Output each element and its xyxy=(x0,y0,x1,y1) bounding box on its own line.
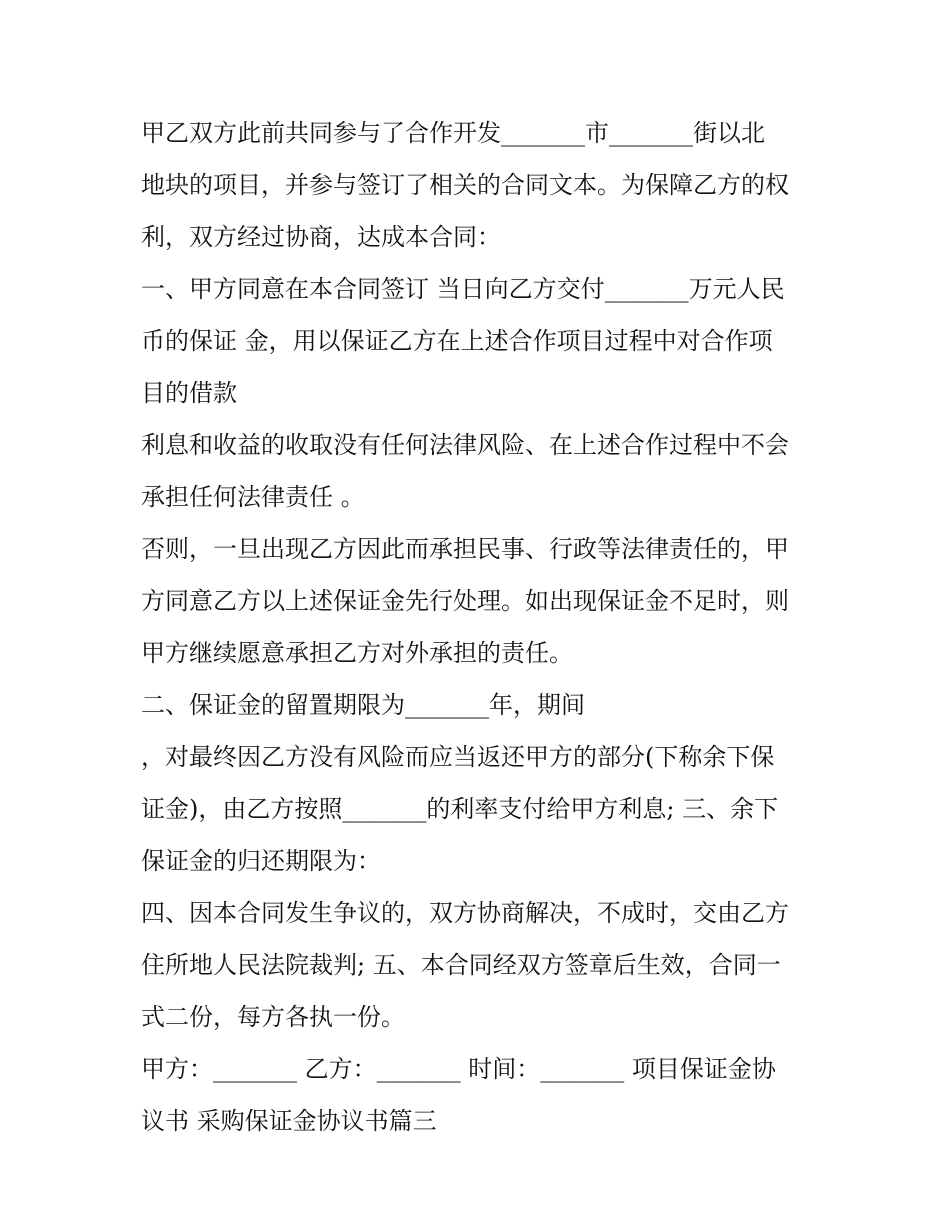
text-line: 甲方继续愿意承担乙方对外承担的责任。 xyxy=(141,639,573,667)
document-body xyxy=(141,107,821,1147)
text-line: 议书 采购保证金协议书篇三 xyxy=(141,1107,437,1135)
text-line: 甲乙双方此前共同参与了合作开发_______市_______街以北 xyxy=(141,119,765,147)
text-line: ，对最终因乙方没有风险而应当返还甲方的部分(下称余下保 xyxy=(141,743,775,771)
text-line: 目的借款 xyxy=(141,379,237,407)
text-line: 方同意乙方以上述保证金先行处理。如出现保证金不足时，则 xyxy=(141,587,789,615)
text-line: 一、甲方同意在本合同签订 当日向乙方交付_______万元人民 xyxy=(141,275,785,303)
text-line: 利息和收益的收取没有任何法律风险、在上述合作过程中不会 xyxy=(141,431,789,459)
text-line: 地块的项目，并参与签订了相关的合同文本。为保障乙方的权 xyxy=(141,171,789,199)
text-line: 利，双方经过协商，达成本合同： xyxy=(141,223,501,251)
text-line: 甲方：_______ 乙方：_______ 时间：_______ 项目保证金协 xyxy=(141,1055,776,1083)
text-line: 式二份，每方各执一份。 xyxy=(141,1003,405,1031)
text-line: 否则，一旦出现乙方因此而承担民事、行政等法律责任的，甲 xyxy=(141,535,789,563)
text-line: 四、因本合同发生争议的，双方协商解决，不成时，交由乙方 xyxy=(141,899,789,927)
text-line: 二、保证金的留置期限为_______年，期间 xyxy=(141,691,585,719)
text-line: 保证金的归还期限为： xyxy=(141,847,381,875)
text-line: 证金)，由乙方按照_______的利率支付给甲方利息; 三、余下 xyxy=(141,795,779,823)
text-line: 住所地人民法院裁判; 五、本合同经双方签章后生效，合同一 xyxy=(141,951,781,979)
text-line: 币的保证 金，用以保证乙方在上述合作项目过程中对合作项 xyxy=(141,327,773,355)
text-line: 承担任何法律责任 。 xyxy=(141,483,365,511)
